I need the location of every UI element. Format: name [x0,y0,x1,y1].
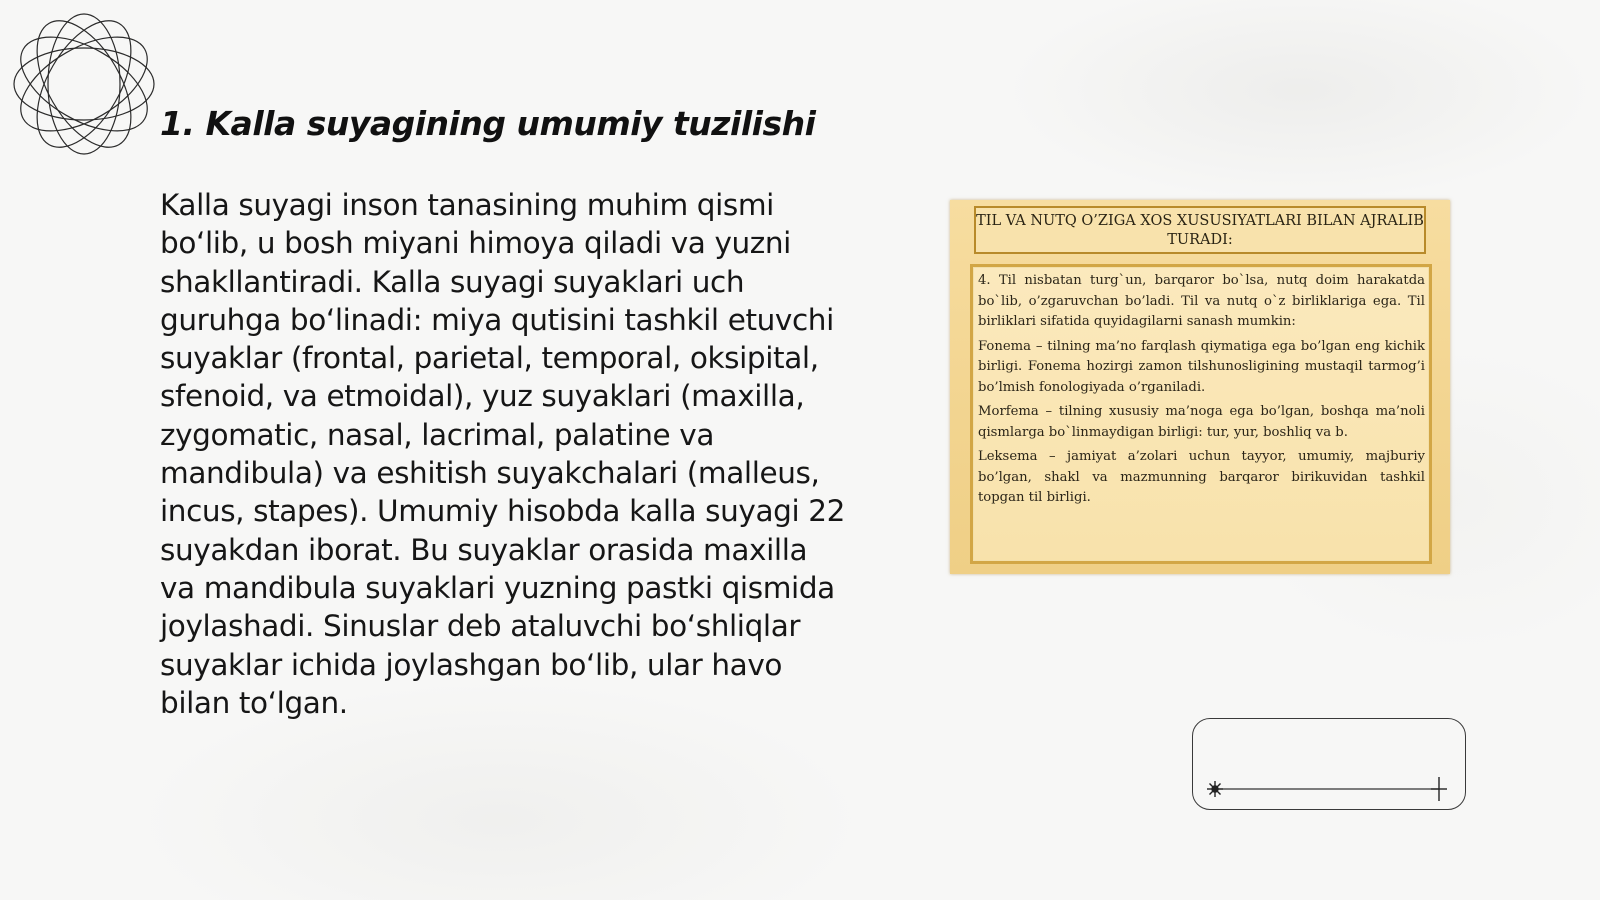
decorative-line [1193,719,1467,811]
book-header: TIL VA NUTQ O’ZIGA XOS XUSUSIYATLARI BILAN AJRALIB TURADI: [974,206,1426,254]
book-paragraph: Leksema – jamiyat a’zolari uchun tayyor, umumiy, majburiy bo’lgan, shakl va mazmunning barqaror birikuvidan tashkil topgan til birligi. [978,449,1425,505]
sparkle-icon [1207,781,1223,797]
slide-title: 1. Kalla suyagining umumiy tuzilishi [160,104,816,143]
book-content [970,264,1432,564]
decorative-frame [1192,718,1466,810]
book-paragraph: 4. Til nisbatan turg`un, barqaror bo`lsa, nutq doim harakatda bo`lib, o’zgaruvchan bo’ladi. Til va nutq o`z birliklariga ega. Til birliklari sifatida quyidagilarni sanash mumkin: [978,273,1425,329]
book-page-image [950,200,1450,574]
slide-body-text: Kalla suyagi inson tanasining muhim qismi bo‘lib, u bosh miyani himoya qiladi va yuzni shakllantiradi. Kalla suyagi suyaklari uch guruhga bo‘linadi: miya qutisini tashkil etuvchi suyaklar (frontal, parietal, temporal, oksipital, sfenoid, va etmoidal), yuz suyaklari (maxilla, zygomatic, nasal, lacrimal, palatine va mandibula) va eshitish suyakchalari (malleus, incus, stapes). Umumiy hisobda kalla suyagi 22 suyakdan iborat. Bu suyaklar orasida maxilla va mandibula suyaklari yuzning pastki qismida joylashadi. Sinuslar deb ataluvchi bo‘shliqlar suyaklar ichida joylashgan bo‘lib, ular havo bilan to‘lgan. [160,188,845,720]
book-paragraph: Morfema – tilning xususiy ma’noga ega bo’lgan, boshqa ma’noli qismlarga bo`linmaydigan birligi: tur, yur, boshliq va b. [978,404,1425,440]
circle-ornament-icon [10,10,158,158]
plus-star-icon [1431,777,1447,801]
book-paragraph: Fonema – tilning ma’no farqlash qiymatiga ega bo’lgan eng kichik birligi. Fonema hozirgi zamon tilshunosligining mustaqil tarmog’i bo’lmish fonologiyada o’rganiladi. [978,338,1425,395]
